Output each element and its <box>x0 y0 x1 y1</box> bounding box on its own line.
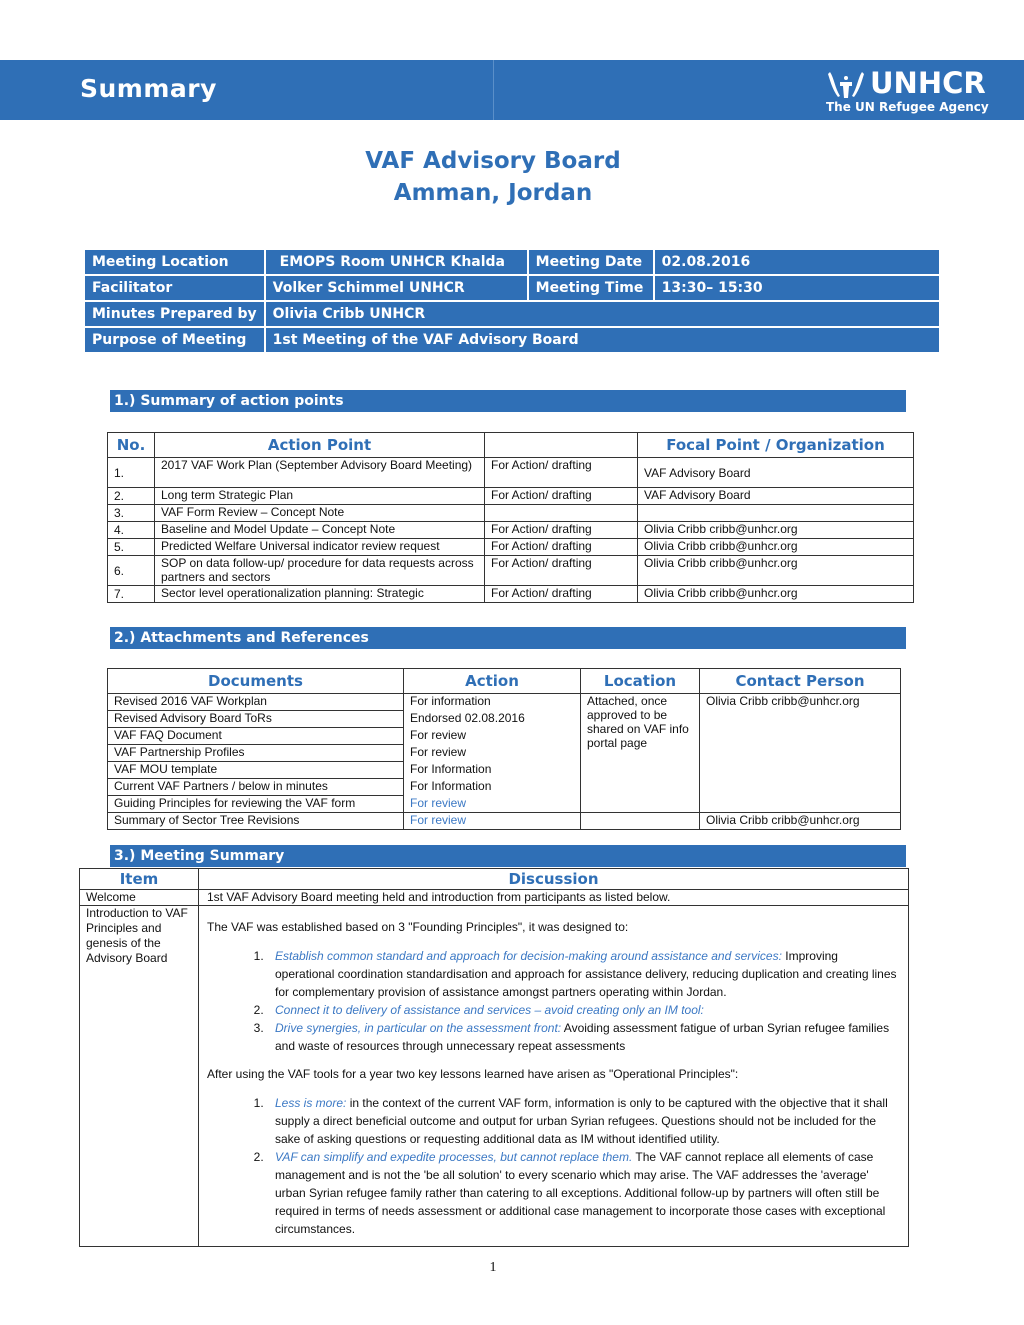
row-status: For Action/ drafting <box>485 488 638 505</box>
facilitator-value: Volker Schimmel UNHCR <box>265 275 528 301</box>
row-document: VAF MOU template <box>108 762 404 779</box>
col-header-no: No. <box>108 433 155 458</box>
table-row <box>108 586 914 603</box>
page-title: Summary <box>80 74 217 103</box>
minutes-label: Minutes Prepared by <box>84 301 265 327</box>
col-header-location: Location <box>581 669 700 694</box>
row-point: VAF Form Review – Concept Note <box>155 505 485 522</box>
col-header-status <box>485 433 638 458</box>
row-contact: Olivia Cribb cribb@unhcr.org <box>700 694 901 813</box>
row-contact: Olivia Cribb cribb@unhcr.org <box>700 813 901 830</box>
row-location: Attached, once approved to be shared on VAF info portal page <box>581 694 700 813</box>
principle-lead: Establish common standard and approach for decision-making around assistance and services: <box>275 949 782 963</box>
principle-text: in the context of the current VAF form, information is only to be captured with the objective that it shall supply a direct beneficial outcome and output for urban Syrian refugees. Questions should not be included for the sake of asking questions or requesting additional data as IM without identified utility. <box>275 1096 888 1146</box>
row-status: For Action/ drafting <box>485 458 638 488</box>
row-no: 2. <box>108 488 155 505</box>
row-point: Long term Strategic Plan <box>155 488 485 505</box>
date-label: Meeting Date <box>528 249 654 275</box>
row-status: For Action/ drafting <box>485 539 638 556</box>
document-title <box>0 145 986 209</box>
table-row <box>80 890 909 906</box>
row-action: For review <box>404 745 581 762</box>
row-document: Summary of Sector Tree Revisions <box>108 813 404 830</box>
title-line-1: VAF Advisory Board <box>365 148 621 174</box>
row-action: For Information <box>404 779 581 796</box>
row-document: Guiding Principles for reviewing the VAF form <box>108 796 404 813</box>
row-action: For Information <box>404 762 581 779</box>
unhcr-emblem-icon <box>826 68 866 100</box>
row-item: Welcome <box>80 890 199 906</box>
location-value: EMOPS Room UNHCR Khalda <box>265 249 528 275</box>
page-number: 1 <box>489 1260 497 1275</box>
table-row <box>108 694 901 711</box>
unhcr-logo <box>826 66 1001 116</box>
table-row <box>80 906 909 1247</box>
row-point: Predicted Welfare Universal indicator review request <box>155 539 485 556</box>
table-row <box>108 522 914 539</box>
principle-text: The VAF cannot replace all elements of case management and is not the 'be all solution' to every scenario which may arise. The VAF addresses the 'average' urban Syrian refugee family rather than catering to all exceptions. Additional follow-up by partners will often still be required in terms of needs assessment or additional case management to incorporate those cases with exceptional circumstances. <box>275 1150 886 1236</box>
principle-lead: Less is more: <box>275 1096 347 1110</box>
attachments-table <box>107 668 901 830</box>
purpose-value: 1st Meeting of the VAF Advisory Board <box>265 327 940 353</box>
location-label: Meeting Location <box>84 249 265 275</box>
row-focal: VAF Advisory Board <box>638 458 914 488</box>
title-line-2: Amman, Jordan <box>393 180 593 206</box>
row-no: 3. <box>108 505 155 522</box>
org-tagline: The UN Refugee Agency <box>826 100 989 114</box>
list-item <box>267 1094 900 1148</box>
row-action: For review <box>404 728 581 745</box>
section-1-heading: 1.) Summary of action points <box>110 390 906 412</box>
row-no: 1. <box>108 458 155 488</box>
row-focal: Olivia Cribb cribb@unhcr.org <box>638 586 914 603</box>
row-status: For Action/ drafting <box>485 586 638 603</box>
table-header-row <box>108 433 914 458</box>
list-item <box>267 1001 900 1019</box>
col-header-item: Item <box>80 869 199 890</box>
principle-lead: Connect it to delivery of assistance and services – avoid creating only an IM tool: <box>275 1003 704 1017</box>
row-discussion: 1st VAF Advisory Board meeting held and introduction from participants as listed below. <box>199 890 909 906</box>
col-header-focal-point: Focal Point / Organization <box>638 433 914 458</box>
row-discussion <box>199 906 909 1247</box>
meeting-info-table <box>83 248 941 354</box>
list-item <box>267 1019 900 1055</box>
minutes-value: Olivia Cribb UNHCR <box>265 301 940 327</box>
row-focal: VAF Advisory Board <box>638 488 914 505</box>
principle-lead: VAF can simplify and expedite processes, but cannot replace them. <box>275 1150 633 1164</box>
org-name: UNHCR <box>870 66 986 100</box>
col-header-discussion: Discussion <box>199 869 909 890</box>
col-header-contact: Contact Person <box>700 669 901 694</box>
row-document: Revised Advisory Board ToRs <box>108 711 404 728</box>
row-document: VAF FAQ Document <box>108 728 404 745</box>
table-header-row <box>108 669 901 694</box>
section-2-heading: 2.) Attachments and References <box>110 627 906 649</box>
banner-divider <box>493 60 494 120</box>
time-value: 13:30– 15:30 <box>654 275 940 301</box>
row-action: Endorsed 02.08.2016 <box>404 711 581 728</box>
col-header-action: Action <box>404 669 581 694</box>
action-points-table <box>107 432 914 603</box>
row-focal <box>638 505 914 522</box>
row-action: For information <box>404 694 581 711</box>
founding-principles-list <box>207 947 900 1055</box>
row-focal: Olivia Cribb cribb@unhcr.org <box>638 539 914 556</box>
principle-lead: Drive synergies, in particular on the assessment front: <box>275 1021 562 1035</box>
row-document: Current VAF Partners / below in minutes <box>108 779 404 796</box>
principle-text: Improving operational coordination standardisation and approach for assistance delivery, reducing duplication and creating lines for complementary provision of assistance amongst partners operating within Jordan. <box>275 949 897 999</box>
table-row <box>108 505 914 522</box>
operational-principles-list <box>207 1094 900 1238</box>
meeting-summary-table <box>79 868 909 1247</box>
date-value: 02.08.2016 <box>654 249 940 275</box>
purpose-label: Purpose of Meeting <box>84 327 265 353</box>
row-no: 6. <box>108 556 155 586</box>
principle-text: Avoiding assessment fatigue of urban Syrian refugee families and waste of resources through unnecessary repeat assessments <box>275 1021 890 1053</box>
row-focal: Olivia Cribb cribb@unhcr.org <box>638 522 914 539</box>
row-point: 2017 VAF Work Plan (September Advisory Board Meeting) <box>155 458 485 488</box>
row-status <box>485 505 638 522</box>
table-row <box>108 458 914 488</box>
table-row <box>108 539 914 556</box>
list-item <box>267 1148 900 1238</box>
list-item <box>267 947 900 1001</box>
row-point: SOP on data follow-up/ procedure for data requests across partners and sectors <box>155 556 485 586</box>
row-action: For review <box>404 796 581 813</box>
row-action: For review <box>404 813 581 830</box>
header-banner <box>0 60 1024 120</box>
facilitator-label: Facilitator <box>84 275 265 301</box>
row-point: Sector level operationalization planning: Strategic <box>155 586 485 603</box>
col-header-action-point: Action Point <box>155 433 485 458</box>
time-label: Meeting Time <box>528 275 654 301</box>
row-no: 7. <box>108 586 155 603</box>
row-status: For Action/ drafting <box>485 556 638 586</box>
table-header-row <box>80 869 909 890</box>
section-3-heading: 3.) Meeting Summary <box>110 845 906 867</box>
row-no: 5. <box>108 539 155 556</box>
row-point: Baseline and Model Update – Concept Note <box>155 522 485 539</box>
col-header-documents: Documents <box>108 669 404 694</box>
operational-intro: After using the VAF tools for a year two key lessons learned have arisen as "Operational Principles": <box>207 1067 739 1081</box>
row-no: 4. <box>108 522 155 539</box>
table-row <box>108 556 914 586</box>
row-location-empty <box>581 813 700 830</box>
row-document: VAF Partnership Profiles <box>108 745 404 762</box>
row-item: Introduction to VAF Principles and genesis of the Advisory Board <box>80 906 199 1247</box>
table-row <box>108 813 901 830</box>
table-row <box>108 488 914 505</box>
row-status: For Action/ drafting <box>485 522 638 539</box>
row-document: Revised 2016 VAF Workplan <box>108 694 404 711</box>
row-focal: Olivia Cribb cribb@unhcr.org <box>638 556 914 586</box>
founding-intro: The VAF was established based on 3 "Founding Principles", it was designed to: <box>207 920 629 934</box>
